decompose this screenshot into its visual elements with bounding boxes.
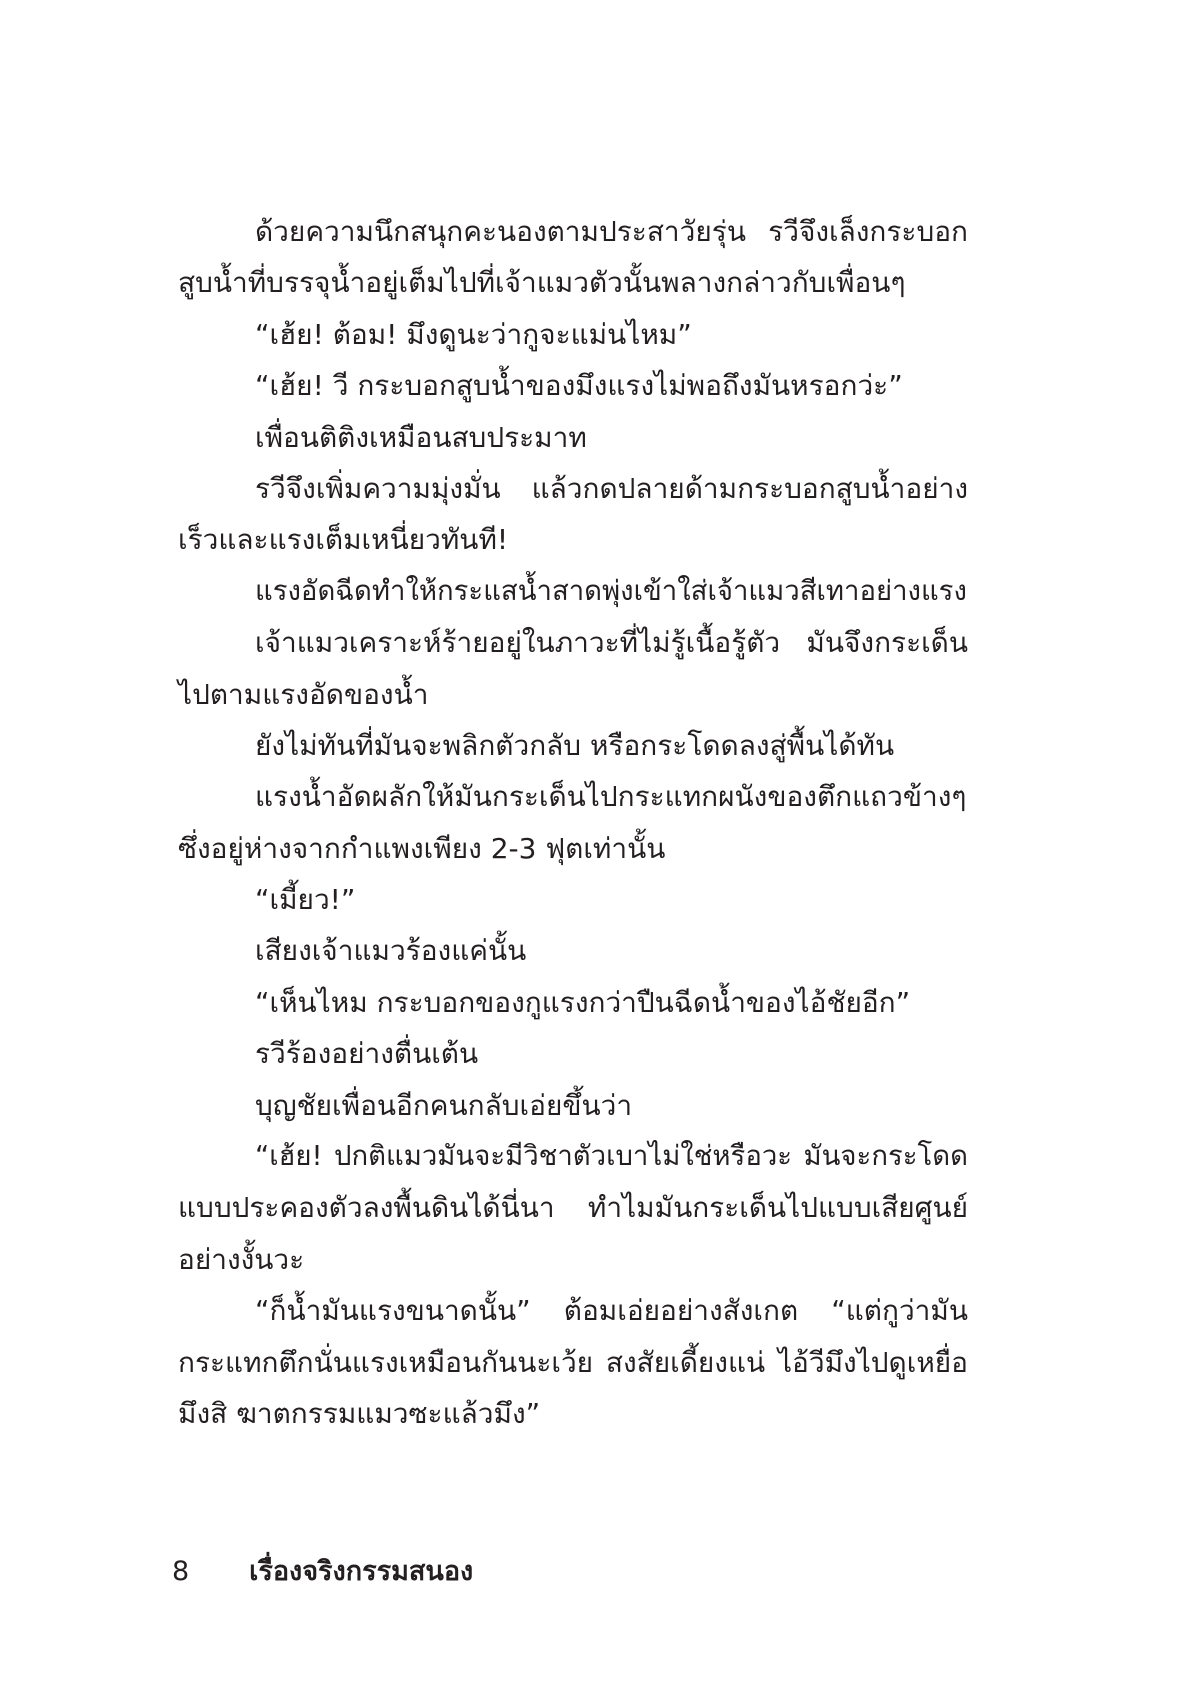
text-line: แรงน้ำอัดผลักให้มันกระเด็นไปกระแทกผนังของตึกแถวข้างๆ [255,780,967,814]
text-line: “เมี้ยว!” [255,883,356,917]
text-line: ไปตามแรงอัดของน้ำ [178,677,429,711]
text-line: เสียงเจ้าแมวร้องแค่นั้น [255,934,527,968]
text-line: กระแทกตึกนั่นแรงเหมือนกันนะเว้ย สงสัยเดี้ยงแน่ ไอ้วีมึงไปดูเหยื่อ [178,1345,968,1379]
text-line: มึงสิ ฆาตกรรมแมวซะแล้วมึง” [178,1396,541,1430]
text-line: เจ้าแมวเคราะห์ร้ายอยู่ในภาวะที่ไม่รู้เนื้อรู้ตัว มันจึงกระเด็น [255,626,968,660]
text-line: เร็วและแรงเต็มเหนี่ยวทันที! [178,523,509,557]
text-line: ยังไม่ทันที่มันจะพลิกตัวกลับ หรือกระโดดลงสู่พื้นได้ทัน [255,728,895,762]
page-number: 8 [172,1556,190,1587]
text-line: รวีจึงเพิ่มความมุ่งมั่น แล้วกดปลายด้ามกระบอกสูบน้ำอย่าง [255,471,968,505]
text-line: “เฮ้ย! ปกติแมวมันจะมีวิชาตัวเบาไม่ใช่หรือวะ มันจะกระโดด [255,1140,968,1173]
text-line: สูบน้ำที่บรรจุน้ำอยู่เต็มไปที่เจ้าแมวตัวนั้นพลางกล่าวกับเพื่อนๆ [178,266,906,300]
page-footer [172,1552,473,1592]
text-line: “เห็นไหม กระบอกของกูแรงกว่าปืนฉีดน้ำของไอ้ชัยอีก” [255,985,911,1019]
text-line: รวีร้องอย่างตื่นเต้น [255,1037,479,1071]
text-line: แรงอัดฉีดทำให้กระแสน้ำสาดพุ่งเข้าใส่เจ้าแมวสีเทาอย่างแรง [255,574,967,607]
text-line: อย่างงั้นวะ [178,1242,305,1276]
text-line: แบบประคองตัวลงพื้นดินได้นี่นา ทำไมมันกระเด็นไปแบบเสียศูนย์ [178,1191,968,1225]
text-line: ด้วยความนึกสนุกคะนองตามประสาวัยรุ่น รวีจึงเล็งกระบอก [255,215,968,248]
text-line: “เฮ้ย! ต้อม! มึงดูนะว่ากูจะแม่นไหม” [255,317,692,351]
text-line: ซึ่งอยู่ห่างจากกำแพงเพียง 2-3 ฟุตเท่านั้น [178,831,666,865]
text-line: “เฮ้ย! วี กระบอกสูบน้ำของมึงแรงไม่พอถึงมันหรอกว่ะ” [255,369,903,403]
text-line: บุญชัยเพื่อนอีกคนกลับเอ่ยขึ้นว่า [255,1088,633,1122]
story-text [178,206,968,1439]
text-line: “ก็น้ำมันแรงขนาดนั้น” ต้อมเอ่ยอย่างสังเกต “แต่กูว่ามัน [255,1294,968,1328]
text-line: เพื่อนติติงเหมือนสบประมาท [255,420,587,454]
book-title: เรื่องจริงกรรมสนอง [249,1556,474,1587]
